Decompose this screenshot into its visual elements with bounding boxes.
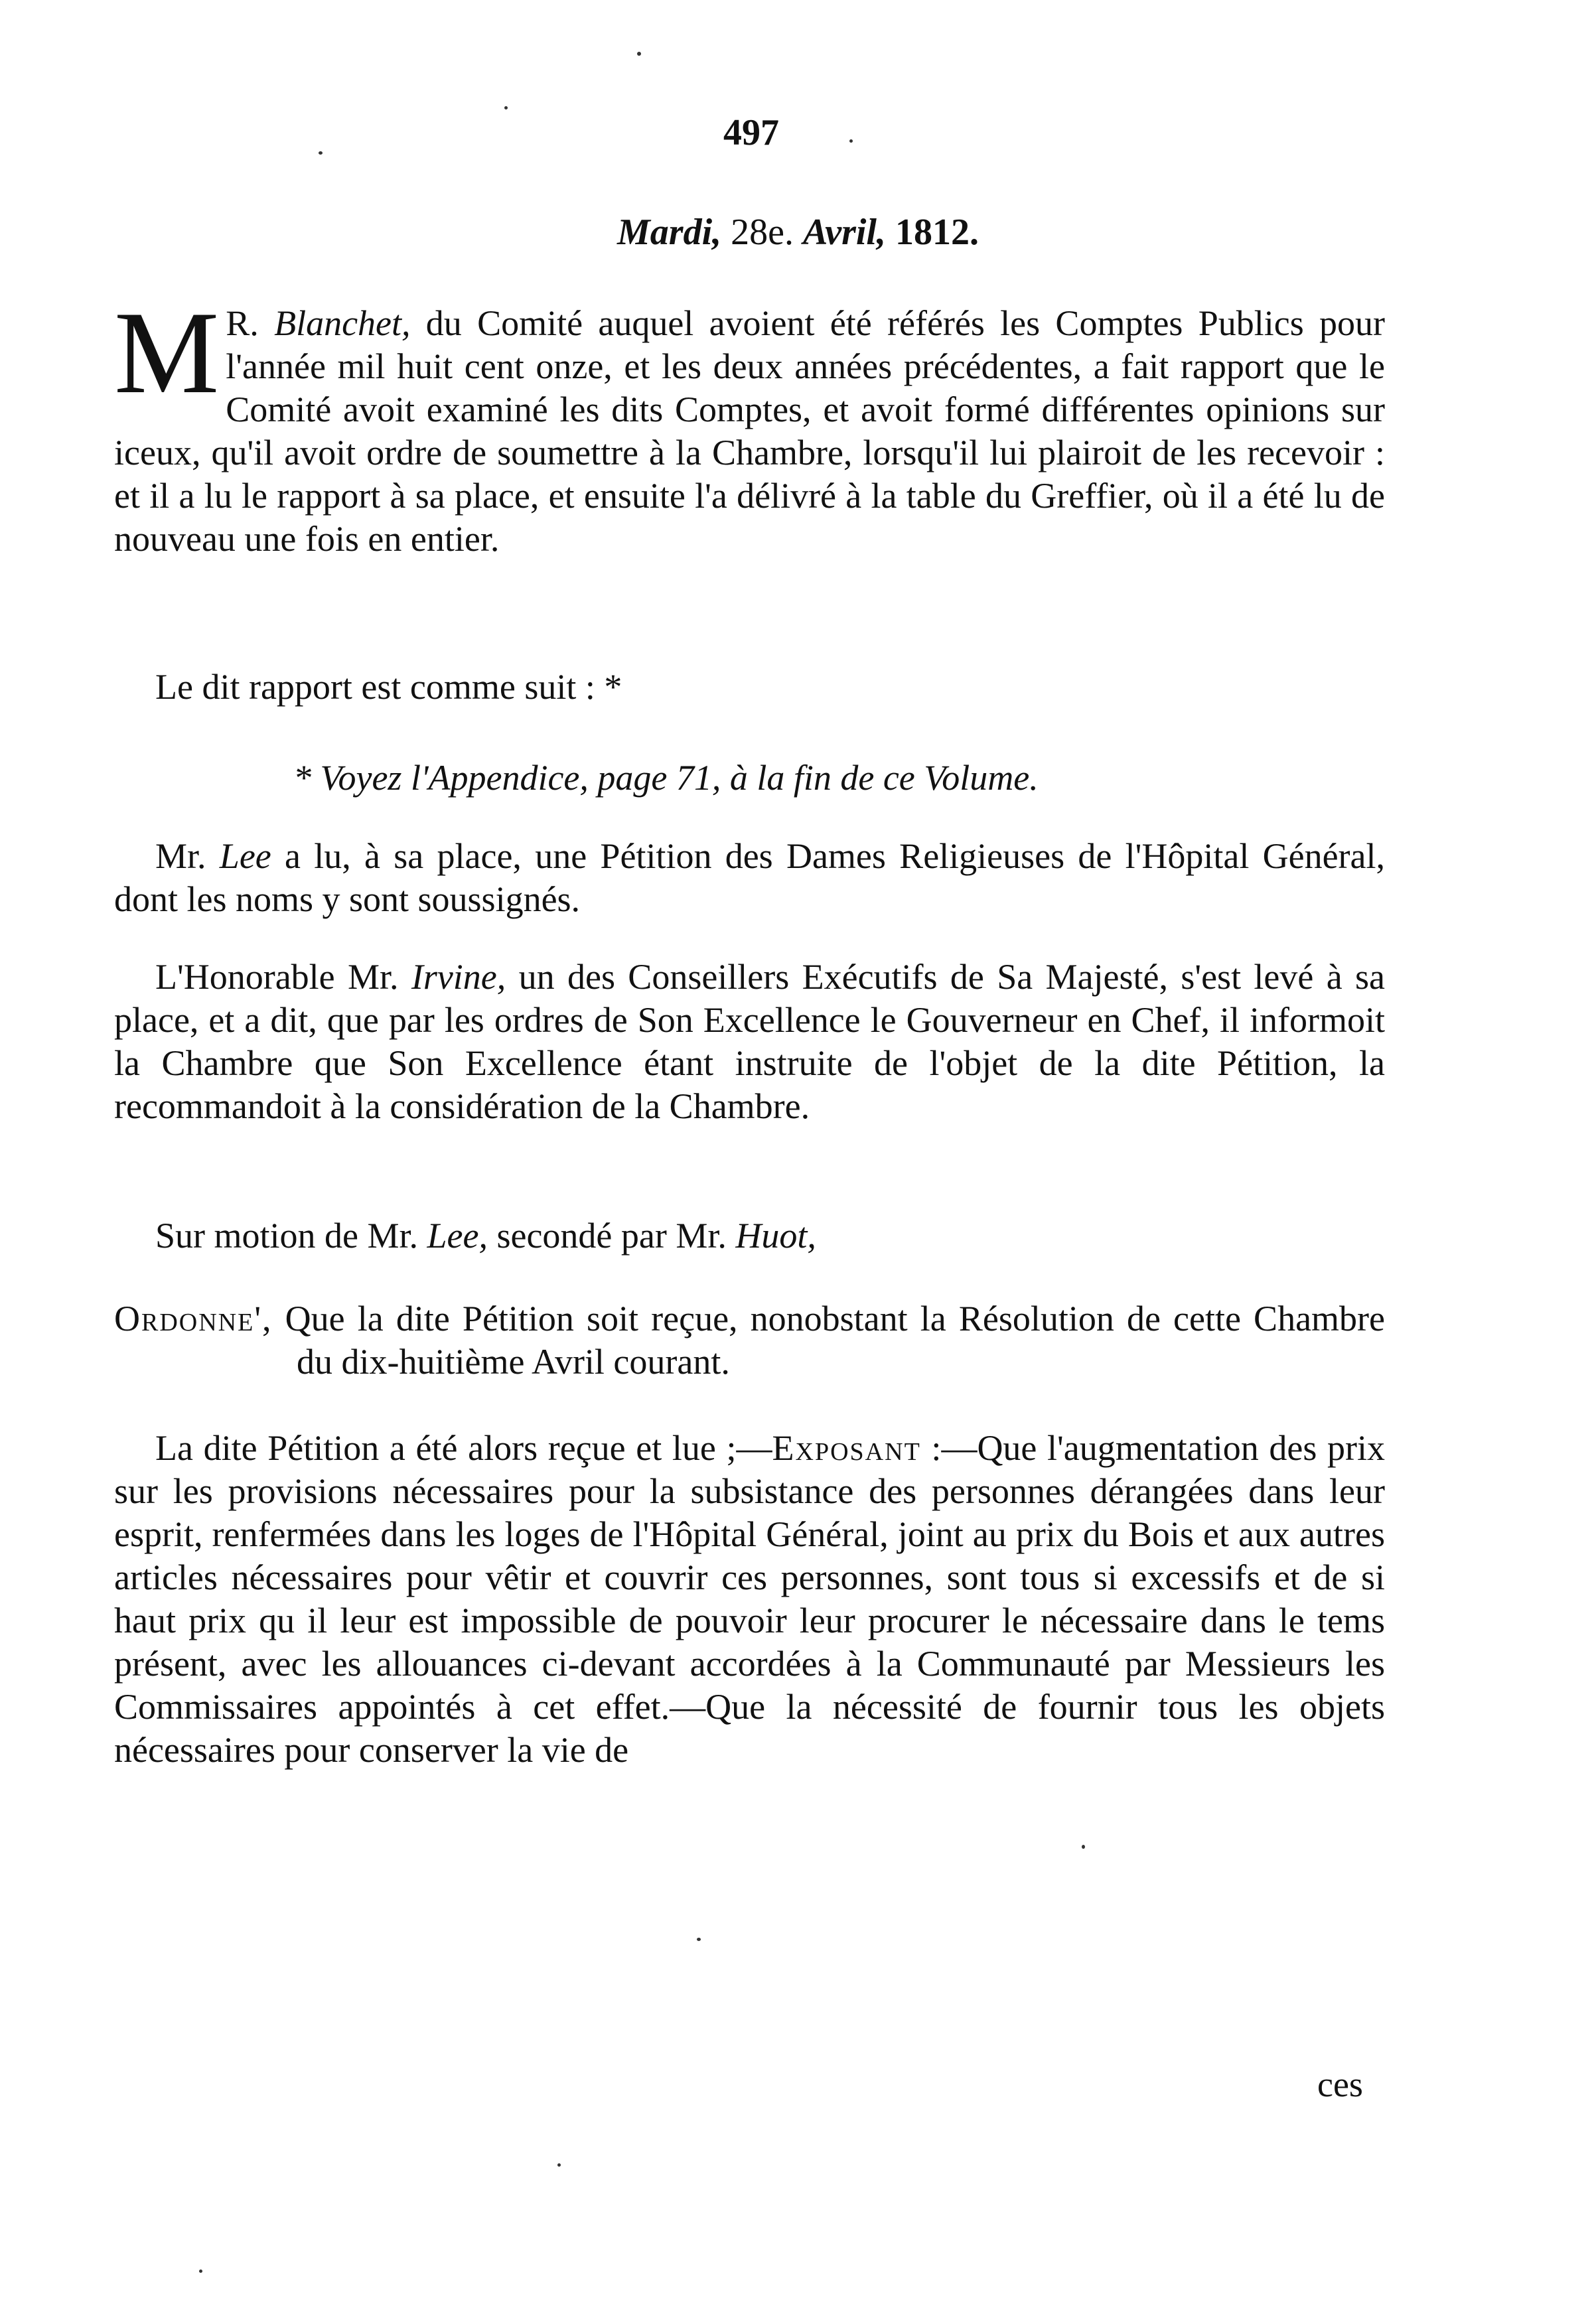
scan-speck [319, 151, 323, 155]
name-blanchet: Blanchet, [274, 303, 411, 343]
scan-speck [557, 2163, 561, 2167]
text-block-3 [114, 835, 1385, 921]
name-lee-2: Lee, [427, 1216, 488, 1256]
name-lee: Lee [219, 836, 271, 876]
catchword: ces [1317, 2064, 1363, 2104]
paragraph-irvine [114, 956, 1385, 1128]
p7-a: La dite Pétition a été alors reçue et lue ;— [155, 1428, 772, 1468]
text-block-7 [114, 1427, 1385, 1772]
footnote-block [114, 757, 1385, 800]
paragraph-lee-petition [114, 835, 1385, 921]
scan-speck [849, 139, 853, 143]
text-block-5 [114, 1214, 1385, 1258]
p5-b: secondé par Mr. [487, 1216, 736, 1256]
scan-speck [199, 2270, 202, 2273]
date-heading [0, 211, 1596, 253]
paragraph-ordonne [114, 1297, 1385, 1384]
scan-speck [504, 106, 508, 109]
exposant-label: Exposant [772, 1428, 921, 1468]
paragraph-report-follows: Le dit rapport est comme suit : * [155, 667, 622, 707]
p1-text: du Comité auquel avoient été référés les Comptes Publics pour l'année mil huit cent onze, et les deux années précédentes, a fait rapport que le Comité avoit examiné les dits Comptes, et avoit formé différentes opinions sur iceux, qu'il avoit ordre de soumettre à la Chambre, lorsqu'il lui plairoit de les recevoir : et il a lu le rapport à sa place, et ensuite l'a délivré à la table du Greffier, où il a été lu de nouveau une fois en entier. [114, 303, 1386, 559]
date-month: Avril, [803, 212, 886, 253]
p1-r: R. [226, 303, 275, 343]
name-huot: Huot, [735, 1216, 816, 1256]
date-num: 28e. [731, 212, 794, 253]
ordonne-label: Ordonne', [114, 1299, 273, 1338]
paragraph-motion [114, 1214, 1385, 1258]
paragraph-report [114, 287, 1386, 561]
p5-a: Sur motion de Mr. [155, 1216, 427, 1256]
scan-speck [637, 52, 641, 56]
footnote: * Voyez l'Appendice, page 71, à la fin de ce Volume. [293, 758, 1039, 798]
scan-speck [697, 1938, 701, 1941]
text-block-2 [114, 666, 1385, 709]
p3-b: a lu, à sa place, une Pétition des Dames Religieuses de l'Hôpital Général, dont les noms y sont soussignés. [114, 836, 1385, 919]
p4-b: un des Conseillers Exécutifs de Sa Majesté, s'est levé à sa place, et a dit, que par les ordres de Son Excellence le Gouverneur en Chef, il informoit la Chambre que Son Excellence étant instruite de l'objet de la dite Pétition, la recommandoit à la considération de la Chambre. [114, 957, 1385, 1126]
p4-a: L'Honorable Mr. [155, 957, 411, 997]
date-day: Mardi, [617, 212, 722, 253]
p6-text: Que la dite Pétition soit reçue, nonobstant la Résolution de cette Chambre du dix-huitième Avril courant. [272, 1299, 1385, 1382]
text-block-6 [114, 1297, 1385, 1384]
page-number: 497 [723, 112, 779, 153]
p3-a: Mr. [155, 836, 220, 876]
date-year: 1812. [895, 212, 979, 253]
scan-speck [1082, 1845, 1085, 1849]
name-irvine: Irvine, [411, 957, 506, 997]
main-text [114, 287, 1386, 561]
paragraph-petition-read [114, 1427, 1385, 1772]
p7-b: :—Que l'augmentation des prix sur les provisions nécessaires pour la subsistance des personnes dérangées dans leur esprit, renfermées dans les loges de l'Hôpital Général, joint au prix du Bois et aux autres articles nécessaires pour vêtir et couvrir ces personnes, sont tous si excessifs et de si haut prix qu il leur est impossible de pouvoir leur procurer le nécessaire dans le tems présent, avec les allouances ci-devant accordées à la Communauté par Messieurs les Commissaires appointés à cet effet.—Que la nécessité de fournir tous les objets nécessaires pour conserver la vie de [114, 1428, 1385, 1770]
text-block-4 [114, 956, 1385, 1128]
drop-cap: M [114, 287, 220, 418]
